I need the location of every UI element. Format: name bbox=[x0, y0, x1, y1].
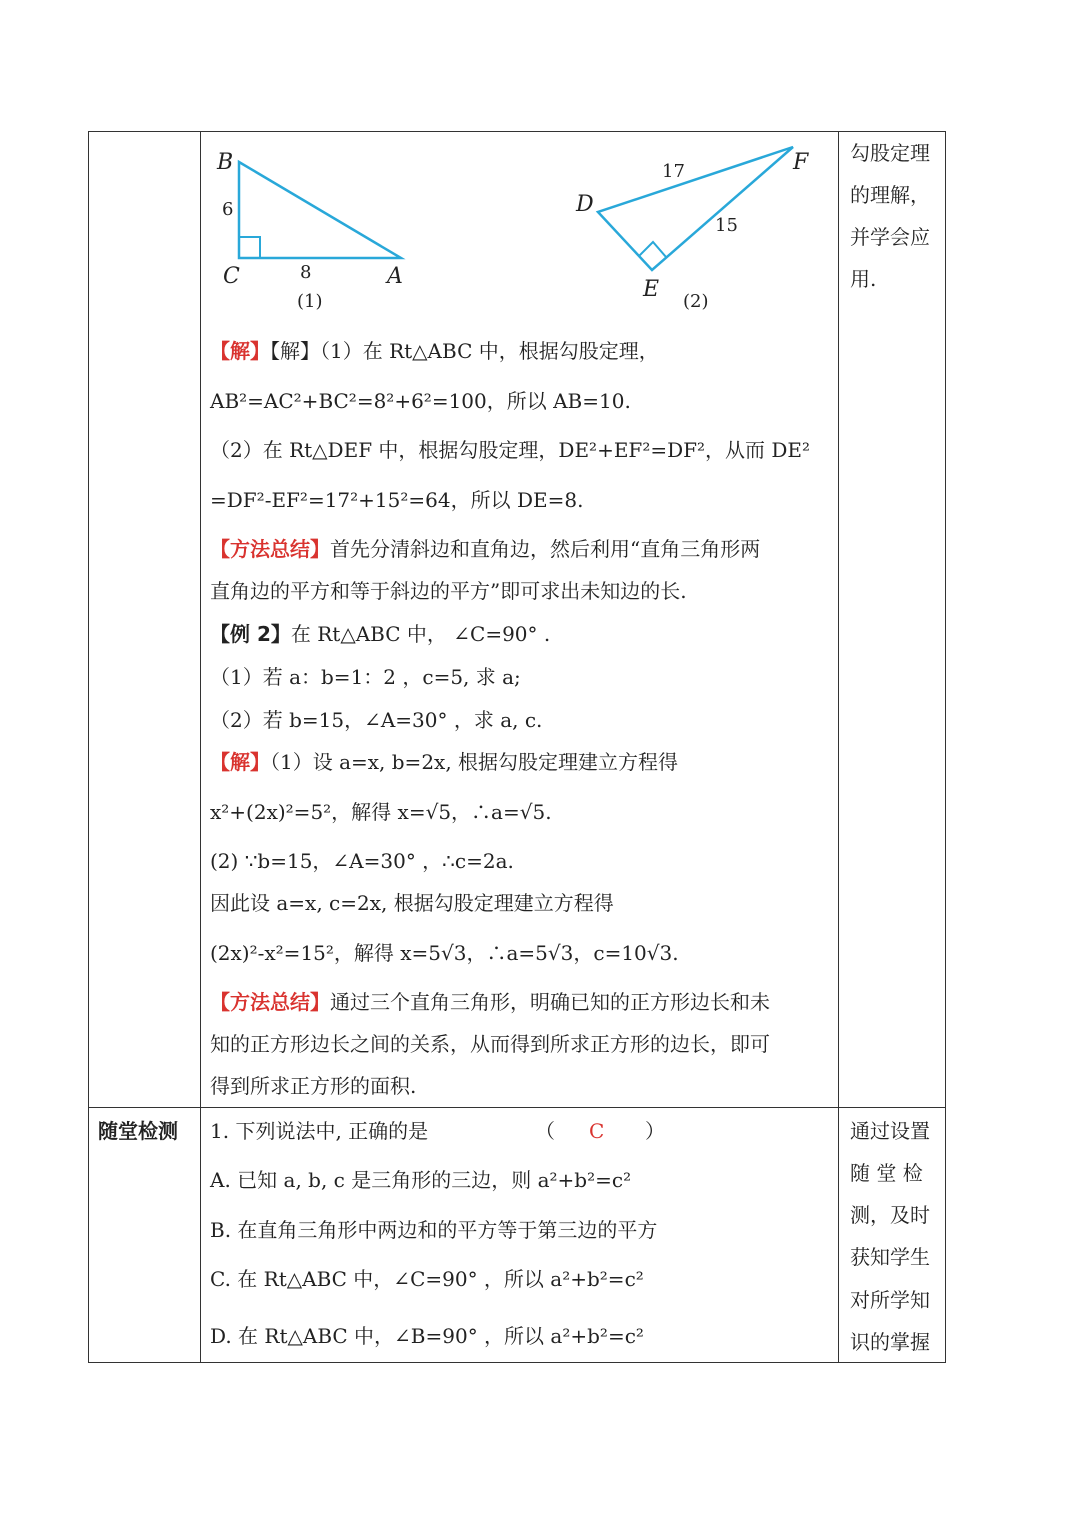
right-angle-mark-c bbox=[239, 237, 260, 258]
right-angle-mark-e bbox=[639, 242, 666, 257]
quiz-option-c: C. 在 Rt△ABC 中，∠C=90° ，所以 a²+b²=c² bbox=[210, 1267, 644, 1291]
quiz-answer: C bbox=[589, 1119, 605, 1143]
label-d: D bbox=[576, 192, 594, 217]
side-note-line: 测，及时 bbox=[850, 1203, 930, 1227]
side-df-length: 17 bbox=[662, 161, 685, 182]
quiz-option-d: D. 在 Rt△ABC 中，∠B=90° ，所以 a²+b²=c² bbox=[210, 1324, 644, 1348]
side-note-line: 用. bbox=[850, 267, 877, 291]
table-col-divider-2 bbox=[838, 131, 839, 1363]
side-ef-length: 15 bbox=[715, 215, 738, 236]
solution-tag: 【解】 bbox=[210, 750, 270, 774]
side-bc-length: 6 bbox=[222, 199, 234, 220]
side-note-line: 识的掌握 bbox=[850, 1330, 930, 1354]
method-summary-1-line-2: 直角边的平方和等于斜边的平方”即可求出未知边的长. bbox=[210, 579, 687, 603]
method-summary-1-line-1: 【方法总结】首先分清斜边和直角边，然后利用“直角三角形两 bbox=[210, 537, 761, 561]
quiz-option-b: B. 在直角三角形中两边和的平方等于第三边的平方 bbox=[210, 1218, 658, 1242]
figure-1-triangle-abc bbox=[216, 150, 403, 312]
side-note-line: 的理解， bbox=[850, 183, 930, 207]
solution-1-line-4: =DF²-EF²=17²+15²=64，所以 DE=8. bbox=[210, 488, 584, 512]
example-2-part-1: （1）若 a：b=1：2 ，c=5, 求 a; bbox=[210, 665, 521, 689]
solution-tag: 【解】 bbox=[210, 339, 270, 363]
label-f: F bbox=[793, 150, 809, 175]
solution-2-line-4: 因此设 a=x, c=2x, 根据勾股定理建立方程得 bbox=[210, 891, 614, 915]
table-right-border bbox=[945, 131, 946, 1363]
label-e: E bbox=[643, 277, 660, 302]
method-summary-2-line-2: 知的正方形边长之间的关系，从而得到所求正方形的边长，即可 bbox=[210, 1032, 770, 1056]
section-label-quiz: 随堂检测 bbox=[98, 1119, 178, 1143]
figure-2-triangle-def bbox=[575, 147, 809, 312]
table-bottom-border bbox=[88, 1362, 946, 1363]
quiz-paren-open: （ bbox=[535, 1119, 555, 1143]
table-row-divider bbox=[88, 1107, 946, 1108]
side-note-line: 通过设置 bbox=[850, 1119, 930, 1143]
triangle-abc-shape bbox=[239, 162, 401, 258]
quiz-paren-close: ） bbox=[645, 1119, 665, 1143]
side-note-line: 并学会应 bbox=[850, 225, 930, 249]
figure-1-caption: (1) bbox=[297, 291, 323, 312]
side-note-line: 勾股定理 bbox=[850, 141, 930, 165]
solution-1-line-2: AB²=AC²+BC²=8²+6²=100，所以 AB=10. bbox=[210, 389, 631, 413]
quiz-option-a: A. 已知 a, b, c 是三角形的三边，则 a²+b²=c² bbox=[210, 1168, 632, 1192]
solution-2-line-2: x²+(2x)²=5²，解得 x=√5，∴a=√5. bbox=[210, 800, 552, 824]
solution-2-line-5: (2x)²-x²=15²，解得 x=5√3，∴a=5√3，c=10√3. bbox=[210, 941, 679, 965]
solution-2-line-1: 【解】（1）设 a=x, b=2x, 根据勾股定理建立方程得 bbox=[210, 750, 679, 774]
example-2-part-2: （2）若 b=15，∠A=30° ，求 a, c. bbox=[210, 708, 543, 732]
quiz-question: 1. 下列说法中, 正确的是 bbox=[210, 1119, 429, 1143]
label-c: C bbox=[223, 264, 240, 289]
table-top-border bbox=[88, 131, 946, 132]
method-summary-2-line-3: 得到所求正方形的面积. bbox=[210, 1074, 417, 1098]
triangle-def-shape bbox=[598, 147, 793, 270]
side-note-line: 获知学生 bbox=[850, 1245, 930, 1269]
table-col-divider-1 bbox=[200, 131, 201, 1363]
triangle-figures bbox=[205, 135, 835, 320]
example-2-tag: 【例 2】 bbox=[210, 622, 291, 646]
example-2-heading: 【例 2】在 Rt△ABC 中， ∠C=90° . bbox=[210, 622, 551, 646]
figure-2-caption: (2) bbox=[683, 291, 709, 312]
label-b: B bbox=[217, 150, 234, 175]
solution-2-line-3: (2) ∵b=15，∠A=30° ，∴c=2a. bbox=[210, 849, 514, 873]
method-summary-tag: 【方法总结】 bbox=[210, 990, 330, 1014]
side-note-line: 对所学知 bbox=[850, 1288, 930, 1312]
side-note-line: 随 堂 检 bbox=[850, 1161, 923, 1185]
solution-1-line-3: （2）在 Rt△DEF 中，根据勾股定理，DE²+EF²=DF²，从而 DE² bbox=[210, 438, 811, 462]
label-a: A bbox=[387, 264, 403, 289]
side-ca-length: 8 bbox=[300, 262, 312, 283]
solution-1-line-1: 【解】【解】（1）在 Rt△ABC 中，根据勾股定理， bbox=[210, 339, 659, 363]
method-summary-2-line-1: 【方法总结】通过三个直角三角形，明确已知的正方形边长和未 bbox=[210, 990, 770, 1014]
method-summary-tag: 【方法总结】 bbox=[210, 537, 330, 561]
table-left-border bbox=[88, 131, 89, 1363]
